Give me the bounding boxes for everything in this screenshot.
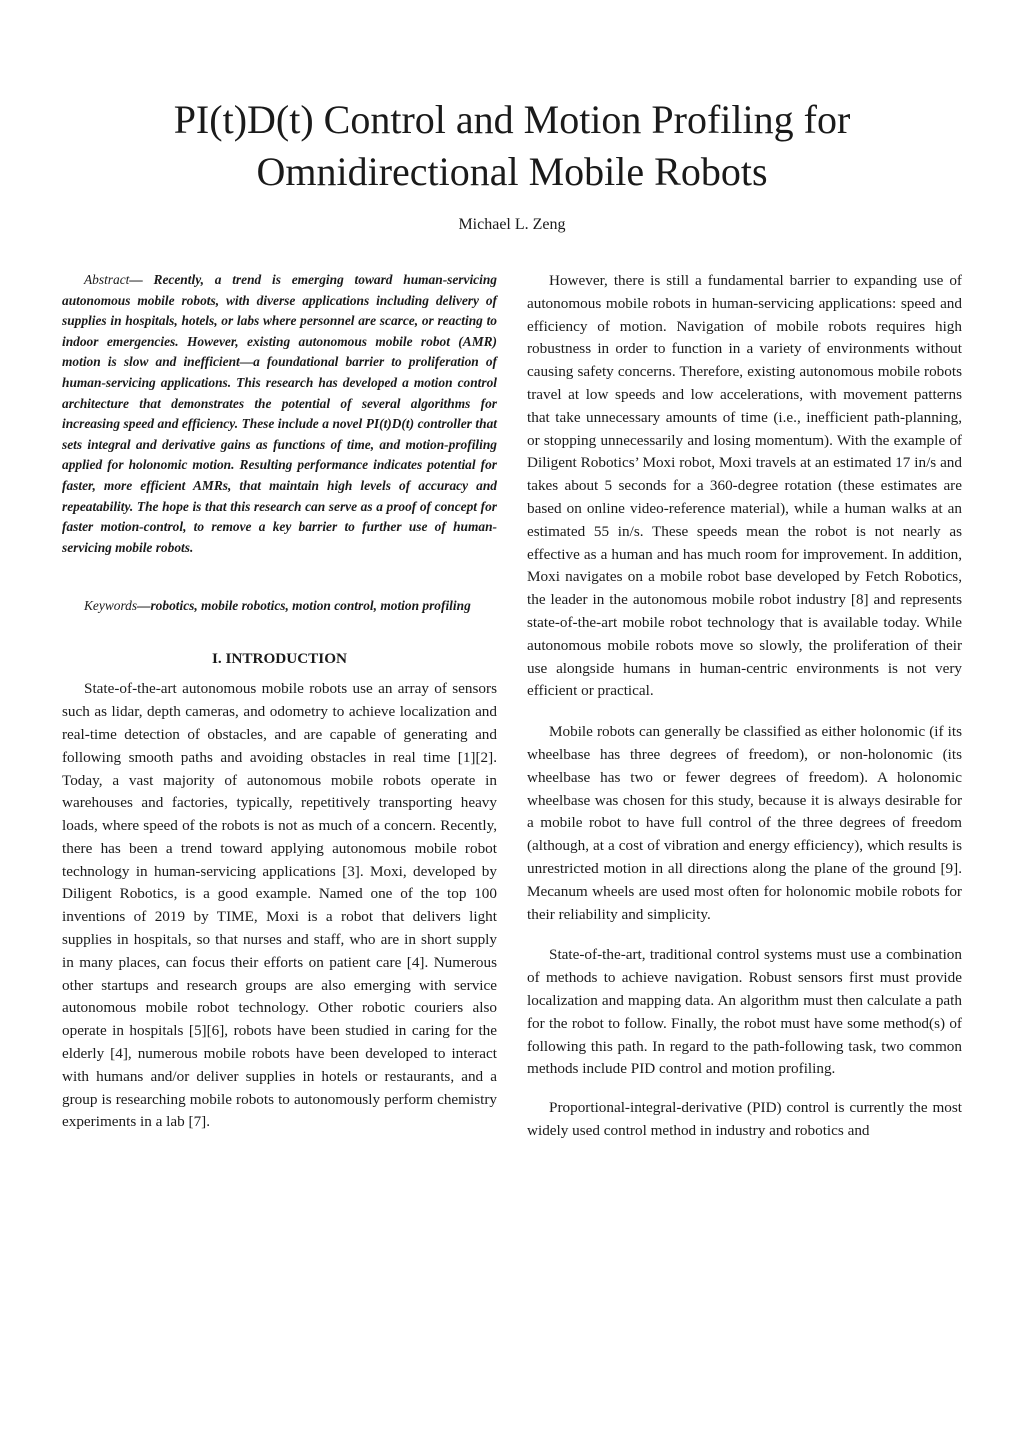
intro-paragraph-5: Proportional-integral-derivative (PID) control is currently the most widely used control method in industry and robotics and <box>527 1099 962 1139</box>
keywords-label: Keywords <box>84 598 138 614</box>
section-heading-introduction: I. INTRODUCTION <box>211 650 348 668</box>
author-name: Michael L. Zeng <box>458 216 566 233</box>
keywords-text: —robotics, mobile robotics, motion control, motion profiling <box>137 598 471 614</box>
intro-paragraph-1: State-of-the-art autonomous mobile robots use an array of sensors such as lidar, depth cameras, and odometry to achieve localization and real-time detection of obstacles, and are capable of generating and following smooth paths and avoiding obstacles in real time [1][2]. Today, a vast majority of autonomous mobile robots operate in warehouses and factories, typically, repetitively transporting heavy loads, where speed of the robots is not as much of a concern. Recently, there has been a trend toward applying autonomous mobile robot technology in human-servicing applications [3]. Moxi, developed by Diligent Robotics, is a good example. Named one of the top 100 inventions of 2019 by TIME, Moxi is a robot that delivers light supplies in hospitals, so that nurses and staff, who are in short supply in many places, can focus their efforts on patient care [4]. Numerous other startups and research groups are also emerging with service autonomous mobile robot technology. Other robotic couriers also operate in hospitals [5][6], robots have been studied in caring for the elderly [4], numerous mobile robots have been developed to interact with humans and/or deliver supplies in hotels or restaurants, and a group is researching mobile robots to autonomously perform chemistry experiments in a lab [7]. <box>62 680 497 1131</box>
left-column <box>62 270 497 1134</box>
title-line-1: PI(t)D(t) Control and Motion Profiling for <box>173 97 851 142</box>
intro-paragraph-2: However, there is still a fundamental barrier to expanding use of autonomous mobile robots in human-servicing applications: speed and efficiency of motion. Navigation of mobile robots requires high robustness in order to function in a variety of environments without causing safety concerns. Therefore, existing autonomous mobile robots travel at low speeds and low accelerations, with movement patterns that take unnecessary amounts of time (i.e., inefficient path-planning, or stopping unnecessarily and losing momentum). With the example of Diligent Robotics’ Moxi robot, Moxi travels at an estimated 17 in/s and takes about 5 seconds for a 360-degree rotation (these estimates are based on online video-reference material), while a human walks at an estimated 55 in/s. These speeds mean the robot is not nearly as effective as a human and has much room for improvement. In addition, Moxi navigates on a mobile robot base developed by Fetch Robotics, the leader in the autonomous mobile robot industry [8] and represents state-of-the-art mobile robot technology that is available today. While autonomous mobile robots move so slowly, the proliferation of their use alongside humans in human-centric environments is not very efficient or practical. <box>527 272 962 700</box>
paper-title <box>62 94 962 198</box>
abstract <box>62 270 497 558</box>
intro-paragraph-3: Mobile robots can generally be classified as either holonomic (if its wheelbase has three degrees of freedom), or non-holonomic (its wheelbase has two or fewer degrees of freedom). A holonomic wheelbase was chosen for this study, because it is always desirable for a mobile robot to have full control of the three degrees of freedom (although, at a cost of vibration and energy efficiency), which results is unrestricted motion in all directions along the plane of the ground [9]. Mecanum wheels are used most often for holonomic mobile robots for their reliability and simplicity. <box>527 723 962 923</box>
title-line-2: Omnidirectional Mobile Robots <box>256 149 768 194</box>
right-column <box>527 270 962 1143</box>
keywords <box>62 596 497 616</box>
abstract-text: — Recently, a trend is emerging toward human-servicing autonomous mobile robots, with diverse applications including delivery of supplies in hospitals, hotels, or labs where personnel are scarce, or reacting to indoor emergencies. However, existing autonomous mobile robot (AMR) motion is slow and inefficient—a foundational barrier to proliferation of human-servicing applications. This research has developed a motion control architecture that demonstrates the potential of several algorithms for increasing speed and efficiency. These include a novel PI(t)D(t) controller that sets integral and derivative gains as functions of time, and motion-profiling applied for holonomic motion. Resulting performance indicates potential for faster, more efficient AMRs, that maintain high levels of accuracy and repeatability. The hope is that this research can serve as a proof of concept for faster motion-control, to remove a key barrier to further use of human-servicing mobile robots. <box>62 272 497 555</box>
intro-paragraph-4: State-of-the-art, traditional control systems must use a combination of methods to achieve navigation. Robust sensors first must provide localization and mapping data. An algorithm must then calculate a path for the robot to follow. Finally, the robot must have some method(s) of following this path. In regard to the path-following task, two common methods include PID control and motion profiling. <box>527 946 962 1078</box>
abstract-label: Abstract <box>84 272 130 287</box>
